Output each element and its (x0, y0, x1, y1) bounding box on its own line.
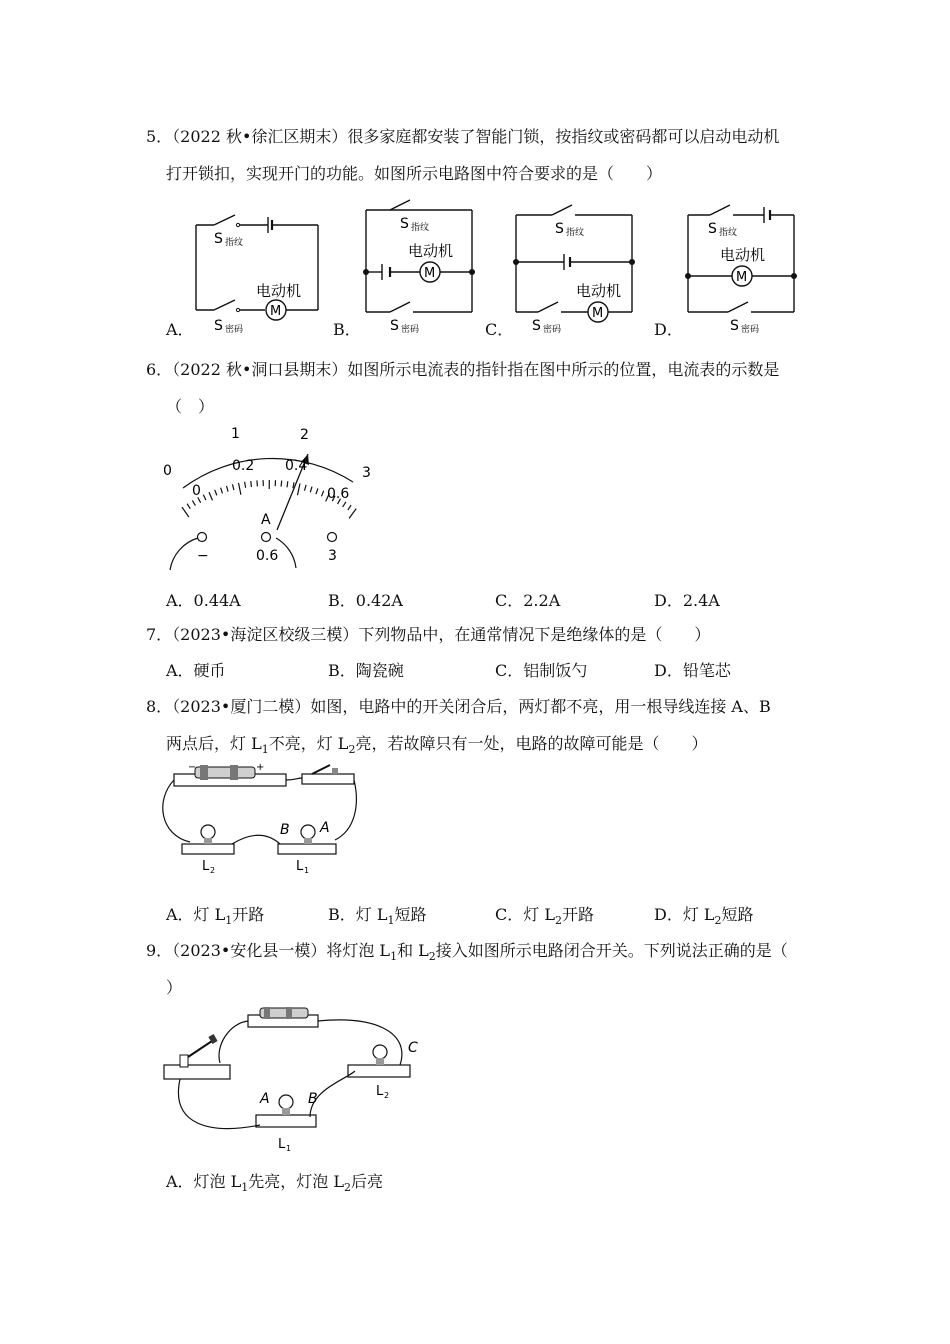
dial-tick (251, 481, 252, 487)
dial-tick (305, 485, 307, 491)
svg-text:S: S (400, 216, 409, 232)
svg-text:S: S (555, 221, 564, 237)
svg-text:指纹: 指纹 (566, 228, 585, 238)
ammeter-dial (160, 420, 380, 570)
q6-option-c: C．2.2A (495, 591, 561, 610)
svg-text:M: M (736, 270, 748, 285)
svg-text:S: S (390, 318, 399, 334)
svg-text:S: S (708, 221, 717, 237)
q5-circuit-b (360, 200, 480, 335)
svg-text:2: 2 (210, 866, 216, 875)
q5-stem-line2: 打开锁扣，实现开门的功能。如图所示电路图中符合要求的是（ ） (166, 164, 663, 183)
q7-option-c: C．铝制饭勺 (495, 661, 588, 680)
dial-tick (187, 504, 190, 509)
dial-tick (343, 502, 346, 507)
dial-tick (349, 509, 356, 519)
q5-circuit-c (510, 200, 640, 335)
svg-text:1: 1 (286, 1144, 292, 1153)
svg-text:M: M (592, 306, 604, 321)
q5-option-d-label: D． (654, 320, 683, 339)
dial-tick (310, 487, 312, 493)
svg-text:S: S (532, 318, 541, 334)
q5-option-b-label: B． (333, 320, 361, 339)
dial-arc (183, 458, 353, 488)
svg-text:S: S (214, 318, 223, 334)
q8-stem-line2: 两点后，灯 $L_1$不亮，灯 $L_2$亮，若故障只有一处，电路的故障可能是（ ） (166, 734, 708, 757)
q5-option-c-label: C． (485, 320, 514, 339)
dial-tick (287, 481, 288, 487)
q8-option-b: B．灯 $L_1$短路 (328, 905, 427, 928)
dial-tick (182, 507, 189, 517)
svg-text:B: B (280, 822, 290, 838)
q9-stem-line2: ） (166, 978, 183, 997)
q9-option-a: A．灯泡 $L_1$先亮，灯泡 $L_2$后亮 (166, 1172, 384, 1195)
dial-tick (215, 490, 217, 496)
svg-text:+: + (256, 762, 265, 773)
q8-option-c: C．灯 $L_2$开路 (495, 905, 594, 928)
q6-option-a: A．0.44A (166, 591, 241, 610)
svg-text:电动机: 电动机 (576, 282, 622, 300)
q7-option-a: A．硬币 (166, 661, 226, 680)
motor-label: 电动机 (256, 282, 302, 300)
tick-label-0: 0 (163, 463, 172, 479)
dial-tick (227, 486, 229, 492)
q8-circuit-figure (160, 760, 370, 880)
svg-text:L: L (202, 859, 210, 874)
q6-option-b: B．0.42A (328, 591, 403, 610)
tick-label-bottom-0: 0 (192, 483, 201, 499)
motor-symbol: M (270, 304, 282, 319)
tick-label-1: 1 (231, 426, 240, 442)
q7-stem: 7．（2023•海淀区校级三模）下列物品中，在通常情况下是绝缘体的是（ ） (146, 625, 711, 644)
svg-text:L: L (296, 859, 304, 874)
tick-label-bottom-3: 0.6 (327, 486, 350, 502)
terminal-0.6: 0.6 (256, 548, 279, 564)
q9-stem-line1: 9．（2023•安化县一模）将灯泡 $L_1$和 $L_2$接入如图所示电路闭合开关。下列说法正确的是（ (146, 941, 788, 964)
svg-text:指纹: 指纹 (719, 228, 738, 238)
svg-text:密码: 密码 (401, 325, 420, 335)
dial-tick (192, 500, 195, 505)
dial-tick (348, 505, 351, 510)
unit-label: A (261, 512, 271, 528)
terminal-3: 3 (328, 548, 337, 564)
svg-text:密码: 密码 (741, 325, 760, 335)
svg-text:A: A (260, 1091, 270, 1107)
q6-stem-line1: 6．（2022 秋•洞口县期末）如图所示电流表的指针指在图中所示的位置，电流表的示数是 (146, 360, 780, 379)
tick-label-bottom-2: 0.4 (285, 458, 308, 474)
svg-text:A: A (320, 820, 330, 836)
q7-option-b: B．陶瓷碗 (328, 661, 404, 680)
q5-circuit-d (682, 200, 802, 335)
dial-tick (298, 484, 301, 496)
q9-circuit-figure (160, 1005, 430, 1155)
svg-text:电动机: 电动机 (720, 246, 766, 264)
dial-tick (281, 481, 282, 487)
dial-tick (245, 482, 246, 488)
tick-label-3: 3 (362, 465, 371, 481)
svg-text:−: − (188, 762, 197, 773)
switch-label: S (214, 231, 223, 247)
dial-tick (209, 492, 213, 500)
fingerprint-label: 指纹 (225, 238, 244, 248)
svg-text:C: C (408, 1040, 418, 1056)
dial-tick (322, 491, 324, 497)
q5-circuit-a (190, 210, 325, 335)
q6-option-d: D．2.4A (654, 591, 720, 610)
tick-label-2: 2 (300, 427, 309, 443)
dial-tick (233, 484, 234, 490)
svg-text:指纹: 指纹 (411, 223, 430, 233)
svg-text:S: S (730, 318, 739, 334)
svg-text:L: L (278, 1137, 286, 1152)
q7-option-d: D．铅笔芯 (654, 661, 731, 680)
svg-text:密码: 密码 (543, 325, 562, 335)
dial-tick (316, 489, 318, 495)
svg-text:L: L (376, 1084, 384, 1099)
terminal-minus: − (197, 548, 209, 564)
dial-tick (221, 488, 223, 494)
svg-text:M: M (424, 266, 436, 281)
q8-option-a: A．灯 $L_1$开路 (166, 905, 265, 928)
dial-tick (257, 480, 258, 486)
svg-text:2: 2 (384, 1091, 390, 1100)
svg-text:密码: 密码 (225, 325, 244, 335)
svg-text:电动机: 电动机 (408, 242, 454, 260)
q6-stem-line2: （ ） (166, 397, 215, 416)
q5-option-a-label: A． (166, 320, 194, 339)
q8-stem-line1: 8．（2023•厦门二模）如图，电路中的开关闭合后，两灯都不亮，用一根导线连接 A、B (146, 697, 771, 716)
q5-stem-line1: 5．（2022 秋•徐汇区期末）很多家庭都安装了智能门锁，按指纹或密码都可以启动电动机 (146, 127, 780, 146)
q8-option-d: D．灯 $L_2$短路 (654, 905, 754, 928)
dial-tick (239, 483, 241, 495)
svg-text:B: B (308, 1091, 318, 1107)
dial-tick (203, 495, 206, 501)
svg-text:1: 1 (304, 866, 310, 875)
tick-label-bottom-1: 0.2 (232, 458, 255, 474)
